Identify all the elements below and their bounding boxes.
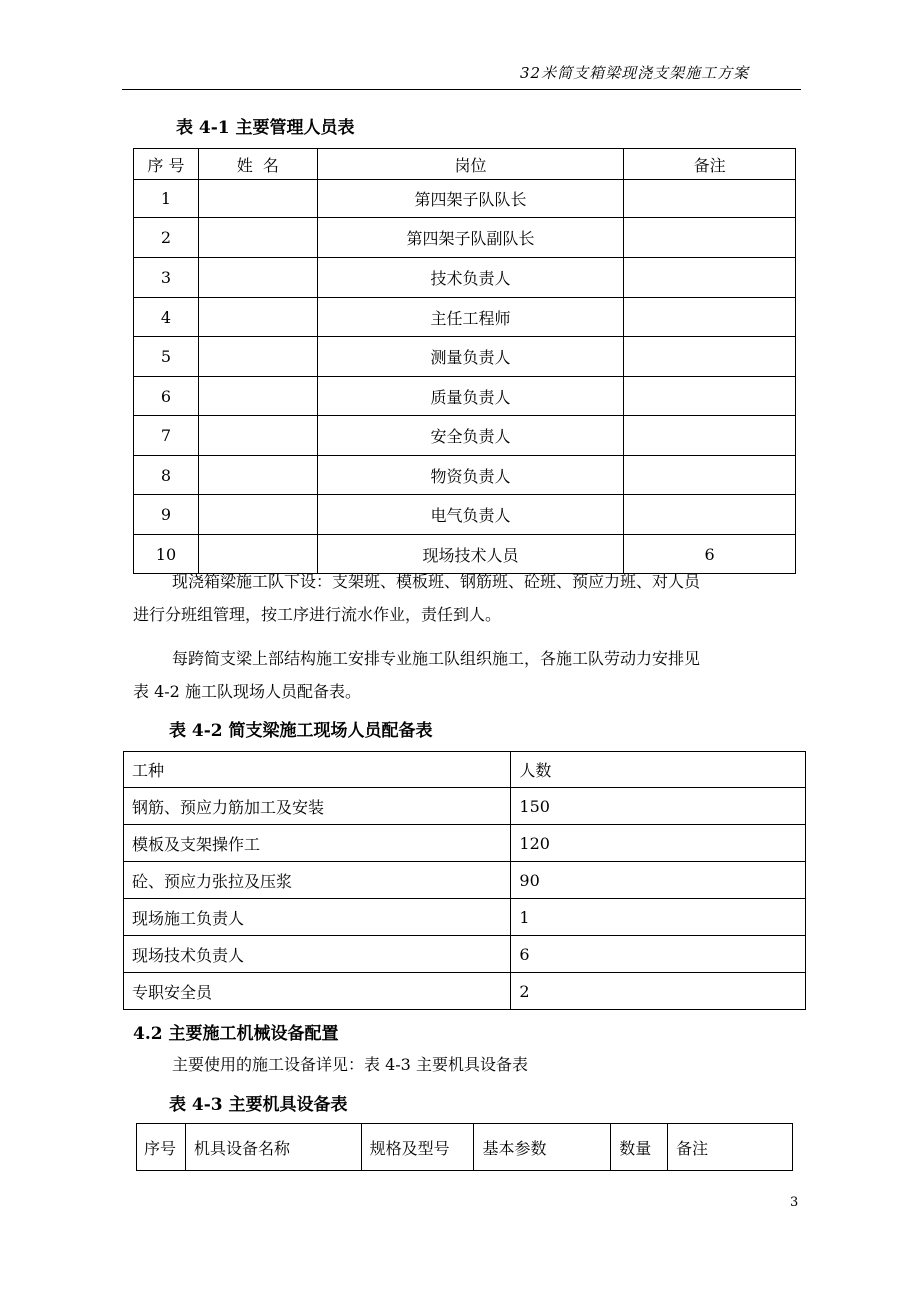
table1-caption: 表 4-1 主要管理人员表	[176, 118, 355, 138]
table2-header-row	[124, 752, 806, 788]
row-name	[198, 337, 317, 377]
row-number: 7	[134, 416, 199, 456]
row-post: 现场技术人员	[317, 535, 623, 574]
table1-header-row	[134, 149, 796, 180]
site-staff-table	[123, 751, 806, 1010]
row-number: 1	[134, 180, 199, 218]
table3-header-model: 规格及型号	[361, 1124, 474, 1171]
table3-header-note: 备注	[668, 1124, 793, 1171]
row-number: 4	[134, 298, 199, 337]
row-number: 3	[134, 258, 199, 298]
header-rule	[122, 89, 801, 90]
table-row	[134, 377, 796, 416]
row-number: 9	[134, 495, 199, 535]
row-work-type: 砼、预应力张拉及压浆	[124, 862, 511, 899]
section-text: 主要使用的施工设备详见：表 4-3 主要机具设备表	[172, 1055, 528, 1074]
table-row	[124, 973, 806, 1010]
row-headcount: 150	[511, 788, 806, 825]
row-number: 5	[134, 337, 199, 377]
row-work-type: 专职安全员	[124, 973, 511, 1010]
row-headcount: 90	[511, 862, 806, 899]
row-name	[198, 456, 317, 495]
row-work-type: 现场技术负责人	[124, 936, 511, 973]
row-note	[624, 180, 796, 218]
paragraph-span-line1: 每跨简支梁上部结构施工安排专业施工队组织施工，各施工队劳动力安排见	[172, 649, 701, 668]
table-row	[124, 825, 806, 862]
table2-header-count: 人数	[511, 752, 806, 788]
row-name	[198, 298, 317, 337]
table-row	[124, 788, 806, 825]
page-number: 3	[790, 1195, 799, 1210]
row-post: 测量负责人	[317, 337, 623, 377]
row-number: 2	[134, 218, 199, 258]
row-headcount: 2	[511, 973, 806, 1010]
row-number: 8	[134, 456, 199, 495]
row-name	[198, 377, 317, 416]
row-name	[198, 495, 317, 535]
row-note	[624, 495, 796, 535]
document-header-title: 32米简支箱梁现浇支架施工方案	[520, 64, 750, 82]
row-note	[624, 416, 796, 456]
row-work-type: 现场施工负责人	[124, 899, 511, 936]
row-note	[624, 298, 796, 337]
row-post: 质量负责人	[317, 377, 623, 416]
row-name	[198, 416, 317, 456]
row-work-type: 模板及支架操作工	[124, 825, 511, 862]
row-post: 安全负责人	[317, 416, 623, 456]
row-post: 物资负责人	[317, 456, 623, 495]
row-name	[198, 258, 317, 298]
paragraph-span-line2: 表 4-2 施工队现场人员配备表。	[133, 682, 361, 701]
row-post: 主任工程师	[317, 298, 623, 337]
table2-header-type: 工种	[124, 752, 511, 788]
row-note: 6	[624, 535, 796, 574]
table3-header-no: 序号	[137, 1124, 186, 1171]
row-note	[624, 218, 796, 258]
paragraph-team-line2: 进行分班组管理，按工序进行流水作业，责任到人。	[133, 605, 502, 624]
row-post: 第四架子队队长	[317, 180, 623, 218]
row-number: 10	[134, 535, 199, 574]
row-note	[624, 258, 796, 298]
row-note	[624, 456, 796, 495]
table3-header-row	[137, 1124, 793, 1171]
table-row	[134, 456, 796, 495]
table-row	[124, 936, 806, 973]
table2-caption: 表 4-2 简支梁施工现场人员配备表	[169, 721, 433, 741]
table1-header-name: 姓 名	[198, 149, 317, 180]
table1-header-no: 序 号	[134, 149, 199, 180]
table-row	[134, 416, 796, 456]
row-post: 第四架子队副队长	[317, 218, 623, 258]
table-row	[134, 180, 796, 218]
row-name	[198, 180, 317, 218]
table-row	[134, 258, 796, 298]
table-row	[124, 899, 806, 936]
table-row	[134, 298, 796, 337]
row-note	[624, 377, 796, 416]
row-post: 电气负责人	[317, 495, 623, 535]
paragraph-team-line1: 现浇箱梁施工队下设：支架班、模板班、钢筋班、砼班、预应力班、对人员	[172, 572, 701, 591]
row-post: 技术负责人	[317, 258, 623, 298]
row-work-type: 钢筋、预应力筋加工及安装	[124, 788, 511, 825]
table-row	[134, 218, 796, 258]
row-headcount: 1	[511, 899, 806, 936]
table1-header-post: 岗位	[317, 149, 623, 180]
row-name	[198, 218, 317, 258]
management-staff-table	[133, 148, 796, 574]
section-heading: 4.2 主要施工机械设备配置	[133, 1024, 339, 1044]
table3-header-equipment: 机具设备名称	[185, 1124, 361, 1171]
table3-header-quantity: 数量	[611, 1124, 668, 1171]
table-row	[124, 862, 806, 899]
row-number: 6	[134, 377, 199, 416]
row-note	[624, 337, 796, 377]
table3-caption: 表 4-3 主要机具设备表	[169, 1095, 348, 1115]
table-row	[134, 337, 796, 377]
table3-header-params: 基本参数	[474, 1124, 611, 1171]
row-headcount: 120	[511, 825, 806, 862]
row-headcount: 6	[511, 936, 806, 973]
equipment-table	[136, 1123, 793, 1171]
table-row	[134, 495, 796, 535]
table1-header-note: 备注	[624, 149, 796, 180]
